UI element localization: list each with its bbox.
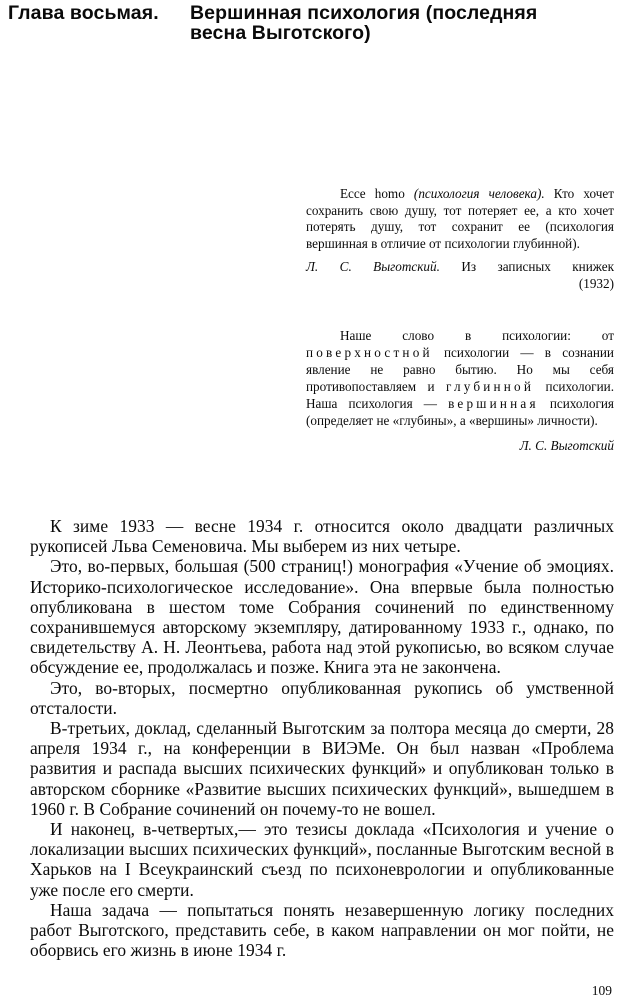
epigraph-source	[306, 259, 614, 276]
chapter-title-line-2: весна Выготского)	[190, 22, 371, 44]
chapter-body	[30, 516, 614, 960]
epigraph-part: психологии — в сознании явление не равно бытию. Но мы себя противопоставляем и	[306, 345, 614, 394]
paragraph: Это, во-вторых, посмертно опубликованная рукопись об умственной отсталости.	[30, 677, 614, 718]
epigraph-part: Наше слово в психологии: от	[340, 328, 614, 343]
epigraph-spaced-word: поверхностной	[306, 345, 433, 360]
epigraph-lead: Ecce homo	[340, 186, 414, 201]
epigraph-text	[306, 186, 614, 252]
epigraph-source-year: (1932)	[578, 275, 614, 291]
chapter-title-line-1: Вершинная психология (последняя	[190, 2, 538, 24]
epigraph-part: психологии. Наша психология —	[306, 379, 614, 411]
page-number: 109	[591, 983, 612, 998]
paragraph: Наша задача — попытаться понять незавершенную логику последних работ Выготского, представить себе, в каком направлении он мог пойти, не оборвись его жизнь в июне 1934 г.	[30, 899, 614, 961]
epigraph-source-title: Из записных книжек	[439, 259, 614, 275]
epigraph-spaced-word: глубинной	[446, 379, 535, 394]
epigraph-signature: Л. С. Выготский	[519, 438, 614, 453]
paragraph: К зиме 1933 — весне 1934 г. относится около двадцати различных рукописей Льва Семеновича. Мы выберем из них четыре.	[30, 516, 614, 557]
epigraph-source-author: Л. С. Выготский.	[306, 259, 440, 275]
epigraph-body: Кто хочет сохранить свою душу, тот потеряет ее, а кто хочет потерять душу, тот сохранит ее (психология вершинная в отличие от психологии глубинной).	[306, 186, 614, 251]
chapter-label: Глава восьмая.	[8, 2, 159, 24]
epigraph-text	[306, 327, 614, 429]
epigraph-ecce-homo	[306, 186, 614, 293]
epigraph-lead-italic: (психология человека).	[413, 186, 545, 201]
epigraph-spaced-word: вершинная	[448, 396, 539, 411]
paragraph: И наконец, в-четвертых,— это тезисы доклада «Психология и учение о локализации высших психических функций», посланные Выготским весной в Харьков на I Всеукраинский съезд по психоневрологии и опубликованные уже после его смерти.	[30, 819, 614, 900]
epigraph-summit-psychology	[306, 327, 614, 455]
epigraph-part: психология (определяет не «глубины», а «вершины» личности).	[306, 396, 615, 428]
paragraph: В-третьих, доклад, сделанный Выготским за полтора месяца до смерти, 28 апреля 1934 г., на конференции в ВИЭМе. Он был назван «Проблема развития и распада высших психических функций» и опубликован только в авторском сборнике «Развитие высших психических функций», вышедшем в 1960 г. В Собрание сочинений он почему-то не вошел.	[30, 718, 614, 819]
paragraph: Это, во-первых, большая (500 страниц!) монография «Учение об эмоциях. Историко-психологическое исследование». Она впервые была полностью опубликована в шестом томе Собрания сочинений по единственному сохранившемуся авторскому экземпляру, датированному 1933 г., однако, по свидетельству А. Н. Леонтьева, работа над этой рукописью, во всяком случае обсуждение ее, продолжалась и позже. Книга эта не закончена.	[30, 556, 614, 678]
